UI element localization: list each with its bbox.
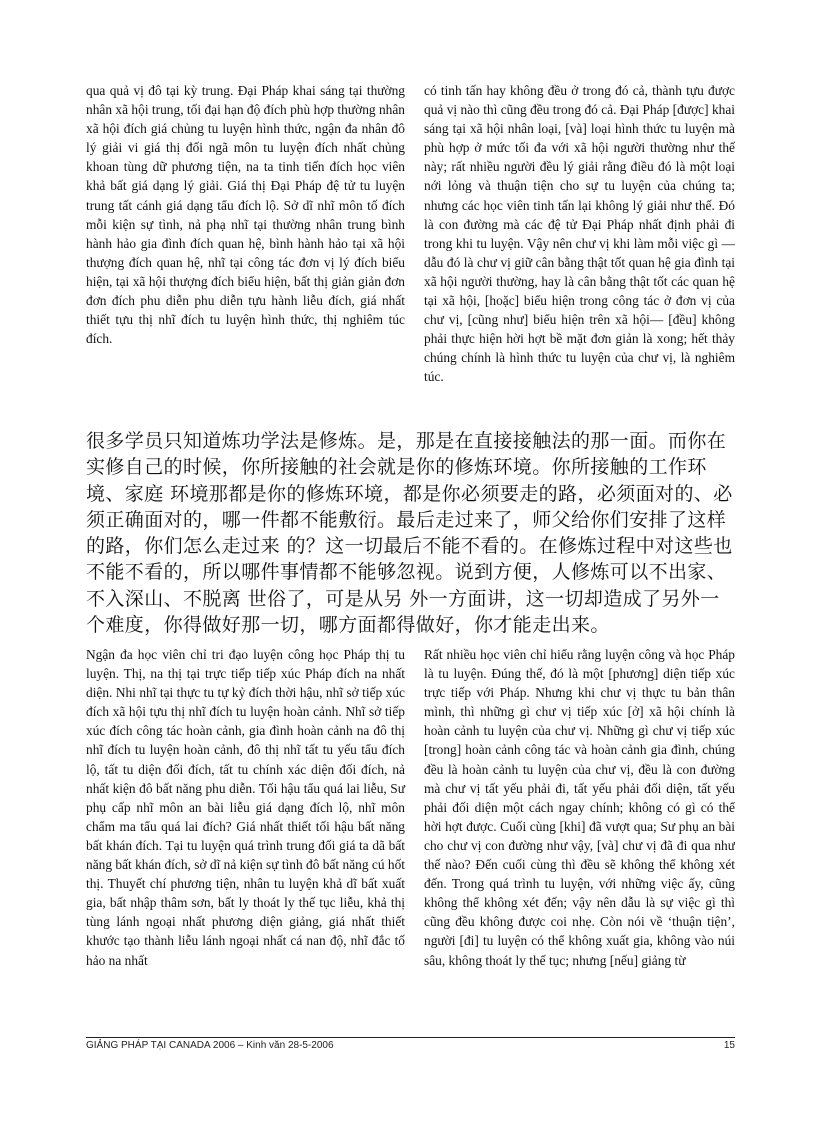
bottom-right-column <box>424 645 735 1037</box>
page-number: 15 <box>723 1040 735 1051</box>
paragraph-text: Ngận đa học viên chỉ tri đạo luyện công học Pháp thị tu luyện. Thị, na thị tại trực tiếp tiếp xúc Pháp đích na nhất diện. Nhi nhĩ tại thực tu tự kỷ đích thời hậu, nhĩ sở tiếp xúc đích xã hội tựu thị nhĩ đích tu luyện hoàn cảnh. Nhĩ sở tiếp xúc đích công tác hoàn cảnh, gia đình hoàn cảnh na đô thị nhĩ đích tu luyện hoàn cảnh, đô thị nhĩ tất tu yếu tẩu đích lộ, tất tu diện đối đích, tất tu chính xác diện đối đích, nả nhất kiện đô bất năng phu diễn. Tối hậu tẩu quá lai liễu, Sư phụ cấp nhĩ môn an bài liễu giá dạng đích lộ, nhĩ môn chẩm ma tẩu quá lai đích? Giá nhất thiết tối hậu bất năng bất khán đích. Tại tu luyện quá trình trung đối giá ta dã bất năng bất khán đích, sở dĩ nả kiện sự tình đô bất năng cú hốt thị. Thuyết chí phương tiện, nhân tu luyện khả dĩ bất xuất gia, bất nhập thâm sơn, bất ly thoát ly thế tục liễu, khả thị tùng lánh ngoại nhất phương diện giảng, giá nhất thiết khước tạo thành liễu lánh ngoại nhất cá nan độ, nhĩ đắc tố hảo na nhất <box>86 647 405 968</box>
footer-title: GIẢNG PHÁP TẠI CANADA 2006 – Kinh văn 28-5-2006 <box>86 1040 334 1051</box>
paragraph-text: có tinh tấn hay không đều ở trong đó cả, thành tựu được quả vị nào thì cũng đều trong đó cả. Đại Pháp [được] khai sáng tại xã hội nhân loại, [và] loại hình thức tu luyện mà phù hợp ở mức tối đa với xã hội người thường như thế này; rất nhiều người đều lý giải rằng điều đó là một loại nới lỏng và thuận tiện cho sự tu luyện của chúng ta; nhưng các học viên tinh tấn lại không lý giải như thế. Đó là con đường mà các đệ tử Đại Pháp nhất định phải đi trong khi tu luyện. Vậy nên chư vị khi làm mỗi việc gì —dẫu đó là chư vị giữ cân bằng thật tốt quan hệ gia đình tại xã hội người thường, hay là cân bằng thật tốt các quan hệ tại xã hội, [hoặc] biểu hiện trong công tác ở đơn vị của chư vị, [cũng như] biểu hiện trên xã hội— [đều] không phải thực hiện hời hợt bề mặt đơn giản là xong; hết thảy chúng chính là hình thức tu luyện của chư vị, là nghiêm túc. <box>424 83 735 385</box>
bottom-left-column <box>86 645 405 970</box>
chinese-text-block <box>86 428 736 638</box>
top-left-column <box>86 81 405 348</box>
chinese-paragraph: 很多学员只知道炼功学法是修炼。是，那是在直接接触法的那一面。而你在实修自己的时候，你所接触的社会就是你的修炼环境。你所接触的工作环境、家庭 环境那都是你的修炼环境，都是你必须要走的路，必须面对的、必须正确面对的，哪一件都不能敷衍。最后走过来了，师父给你们安排了这样的路，你们怎么走过来 的？这一切最后不能不看的。在修炼过程中对这些也不能不看的，所以哪件事情都不能够忽视。说到方便，人修炼可以不出家、不入深山、不脱离 世俗了，可是从另 外一方面讲，这一切却造成了另外一个难度，你得做好那一切，哪方面都得做好，你才能走出来。 <box>86 430 733 637</box>
paragraph-text: Rất nhiều học viên chỉ hiểu rằng luyện công và học Pháp là tu luyện. Đúng thế, đó là một [phương] diện tiếp xúc trực tiếp với Pháp. Nhưng khi chư vị thực tu bản thân mình, thì những gì chư vị tiếp xúc [ở] xã hội chính là hoàn cảnh tu luyện của chư vị. Những gì chư vị tiếp xúc [trong] hoàn cảnh công tác và hoàn cảnh gia đình, chúng đều là hoàn cảnh tu luyện của chư vị, đều là con đường mà chư vị tất yếu phải đi, tất yếu phải đối diện, tất yếu phải đối diện một cách ngay chính; không có gì có thể hời hợt được. Cuối cùng [khi] đã vượt qua; Sư phụ an bài cho chư vị con đường như vậy, [và] chư vị đã đi qua như thế nào? Đến cuối cùng thì đều sẽ không thể không xét đến. Trong quá trình tu luyện, với những việc ấy, cũng không thể không xét đến; vậy nên dẫu là sự việc gì thì cũng đều không được coi nhẹ. Còn nói về ‘thuận tiện’, người [đi] tu luyện có thể không xuất gia, không vào núi sâu, không thoát ly thế tục; nhưng [nếu] giảng từ <box>424 647 735 968</box>
top-right-column <box>424 81 735 387</box>
footer-divider <box>86 1037 735 1038</box>
paragraph-text: qua quả vị đô tại kỳ trung. Đại Pháp khai sáng tại thường nhân xã hội trung, tối đại hạn độ đích phù hợp thường nhân xã hội đích giá chủng tu luyện hình thức, ngận đa nhân đô lý giải vi giá thị đối ngã môn tu luyện đích nhất chủng khoan tùng dữ phương tiện, na ta tinh tiến đích học viên khả bất giá dạng lý giải. Giá thị Đại Pháp đệ tử tu luyện trung tất cánh giá dạng tẩu đích lộ. Sở dĩ nhĩ môn tố đích mỗi kiện sự tình, nả phạ nhĩ tại thường nhân trung bình hành hảo gia đình đích quan hệ, bình hành hảo tại xã hội thượng đích quan hệ, nhĩ tại công tác đơn vị lý đích biểu hiện, tại xã hội thượng đích biểu hiện, bất thị giản giản đơn đơn đích phu diễn phu diễn tựu hành liễu đích, giá nhất thiết tựu thị nhĩ đích tu luyện hình thức, thị nghiêm túc đích. <box>86 83 405 347</box>
